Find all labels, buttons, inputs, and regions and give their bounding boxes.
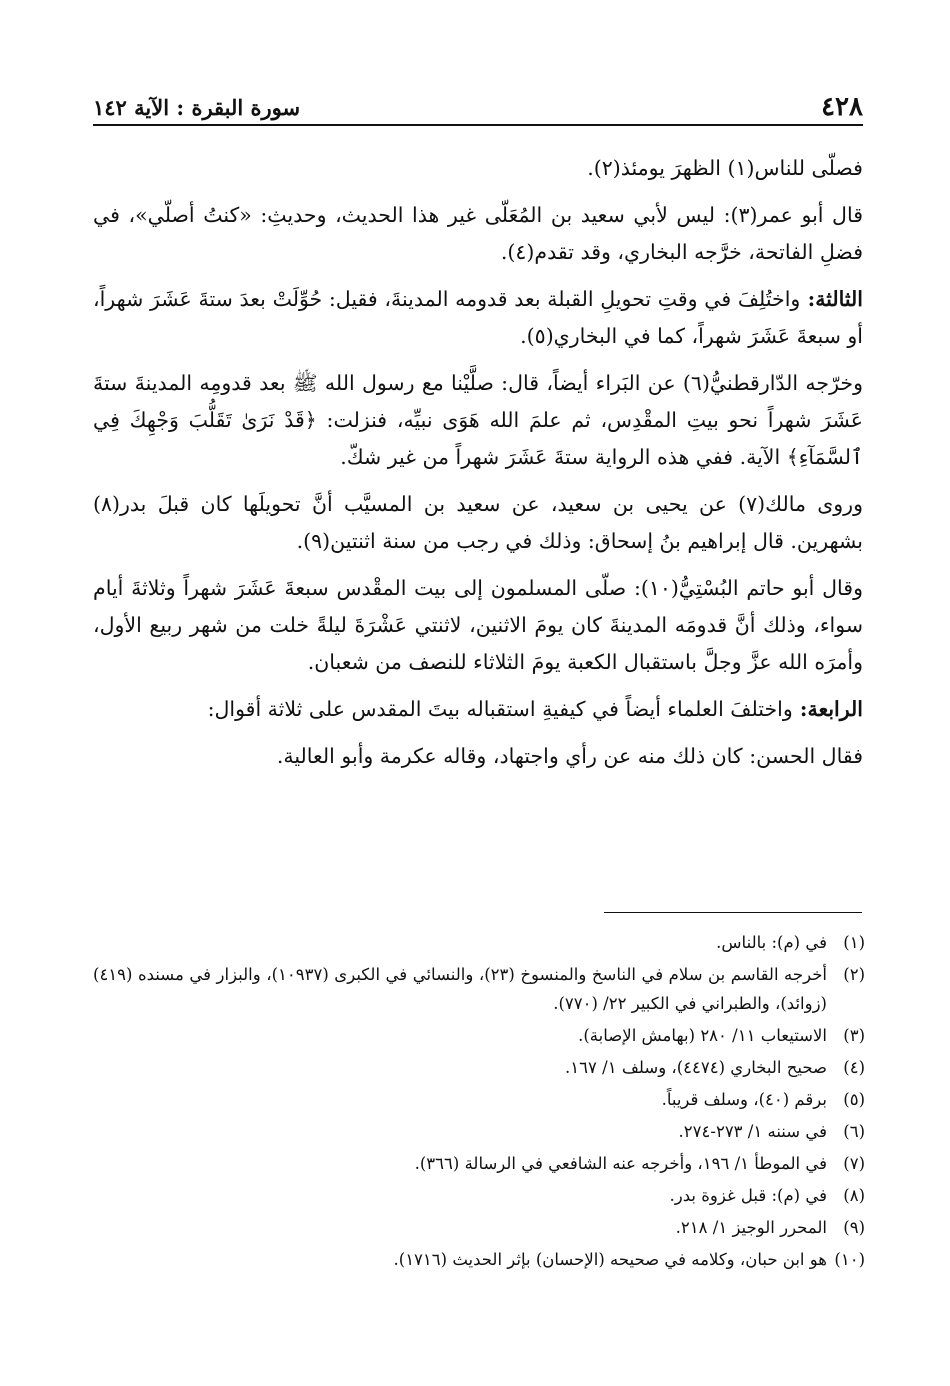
page-header <box>93 78 863 126</box>
paragraph <box>93 738 863 775</box>
footnotes <box>93 928 865 1277</box>
footnote-text: المحرر الوجيز ١/ ٢١٨. <box>675 1218 827 1237</box>
footnote <box>93 1181 865 1210</box>
footnote <box>93 1213 865 1242</box>
paragraph-text: وقال أبو حاتم البُسْتِيُّ(١٠): صلّى المسلمون إلى بيت المقْدس سبعةَ عَشَرَ شهراً وثلاثةَ أيام سواء، وذلك أنَّ قدومَه المدينةَ كان يومَ الاثنين، لاثنتي عَشْرَةَ ليلةً خلت من شهر ربيع الأول، وأمرَه الله عزَّ وجلَّ باستقبال الكعبة يومَ الثلاثاء للنصف من شعبان. <box>93 576 863 674</box>
footnote-number: (٢) <box>843 965 865 984</box>
paragraph <box>93 365 863 476</box>
footnote-number: (٥) <box>843 1090 865 1109</box>
footnote <box>93 1053 865 1082</box>
footnote-number: (١٠) <box>834 1250 865 1269</box>
footnote-text: في (م): بالناس. <box>716 933 827 952</box>
footnote <box>93 1085 865 1114</box>
paragraph-text: واختُلِفَ في وقتِ تحويلِ القبلة بعد قدومه المدينةَ، فقيل: حُوِّلَتْ بعدَ ستةَ عَشَرَ شهراً، أو سبعةَ عَشَرَ شهراً، كما في البخاري(٥). <box>93 287 863 348</box>
paragraph-text: فصلّى للناس(١) الظهرَ يومئذ(٢). <box>587 156 863 180</box>
footnote-text: في (م): قبل غزوة بدر. <box>669 1186 827 1205</box>
page-number: ٤٢٨ <box>821 92 863 122</box>
footnote-number: (٧) <box>843 1154 865 1173</box>
paragraph <box>93 570 863 681</box>
paragraph <box>93 486 863 560</box>
footnote <box>93 928 865 957</box>
running-title: سورة البقرة : الآية ١٤٢ <box>93 95 301 120</box>
footnote-number: (١) <box>843 933 865 952</box>
paragraph <box>93 691 863 728</box>
footnote <box>93 1149 865 1178</box>
footnote <box>93 960 865 1018</box>
paragraph <box>93 197 863 271</box>
footnote-text: هو ابن حبان، وكلامه في صحيحه (الإحسان) بإثر الحديث (١٧١٦). <box>393 1250 827 1269</box>
footnote-text: أخرجه القاسم بن سلام في الناسخ والمنسوخ (٢٣)، والنسائي في الكبرى (١٠٩٣٧)، والبزار في مسنده (٤١٩) (زوائد)، والطبراني في الكبير ٢٢/ (٧٧٠). <box>93 965 827 1013</box>
footnote <box>93 1021 865 1050</box>
footnote-number: (٨) <box>843 1186 865 1205</box>
paragraph <box>93 281 863 355</box>
footnote-text: الاستيعاب ١١/ ٢٨٠ (بهامش الإصابة). <box>578 1026 827 1045</box>
footnote-number: (٦) <box>843 1122 865 1141</box>
paragraph-text: فقال الحسن: كان ذلك منه عن رأي واجتهاد، وقاله عكرمة وأبو العالية. <box>276 744 863 768</box>
footnote-text: في سننه ١/ ٢٧٣-٢٧٤. <box>678 1122 827 1141</box>
footnote-number: (٤) <box>843 1058 865 1077</box>
main-text <box>93 150 863 785</box>
footnote-text: برقم (٤٠)، وسلف قريباً. <box>661 1090 827 1109</box>
footnote-number: (٩) <box>843 1218 865 1237</box>
footnote-text: صحيح البخاري (٤٤٧٤)، وسلف ١/ ١٦٧. <box>565 1058 827 1077</box>
paragraph-text: واختلفَ العلماء أيضاً في كيفيةِ استقباله بيتَ المقدس على ثلاثة أقوال: <box>207 697 793 721</box>
paragraph-text: وخرّجه الدّارقطنيُّ(٦) عن البَراء أيضاً، قال: صلَّيْنا مع رسول الله ﷺ بعد قدومِه المدينةَ ستةَ عَشَرَ شهراً نحو بيتِ المقْدِس، ثم علمَ الله هَوَى نبيِّه، فنزلت: ﴿قَدْ نَرَىٰ تَقَلُّبَ وَجْهِكَ فِي ٱلسَّمَآءِ﴾ الآية. ففي هذه الرواية ستةَ عَشَرَ شهراً من غير شكّ. <box>93 371 863 469</box>
paragraph-text: قال أبو عمر(٣): ليس لأبي سعيد بن المُعَلّى غير هذا الحديث، وحديثِ: «كنتُ أصلّي»، في فضلِ الفاتحة، خرَّجه البخاري، وقد تقدم(٤). <box>93 203 863 264</box>
paragraph-lead: الرابعة: <box>792 697 863 721</box>
paragraph <box>93 150 863 187</box>
footnote <box>93 1117 865 1146</box>
footnote-text: في الموطأ ١/ ١٩٦، وأخرجه عنه الشافعي في الرسالة (٣٦٦). <box>414 1154 827 1173</box>
paragraph-lead: الثالثة: <box>800 287 863 311</box>
footnote-number: (٣) <box>843 1026 865 1045</box>
footnote <box>93 1245 865 1274</box>
footnote-separator <box>604 912 862 913</box>
paragraph-text: وروى مالك(٧) عن يحيى بن سعيد، عن سعيد بن المسيَّب أنَّ تحويلَها كان قبلَ بدر(٨) بشهرين. قال إبراهيم بنُ إسحاق: وذلك في رجب من سنة اثنتين(٩). <box>93 492 863 553</box>
